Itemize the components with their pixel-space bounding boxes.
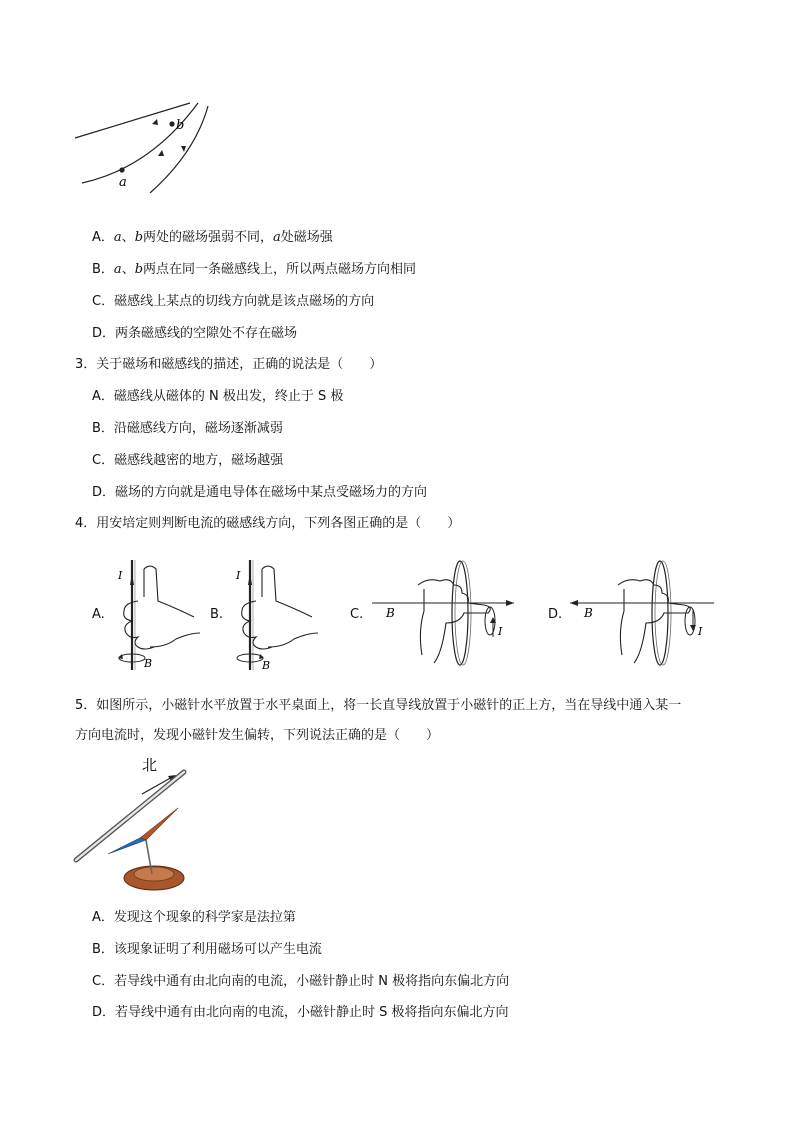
q3-option-d[interactable]: D．磁场的方向就是通电导体在磁场中某点受磁场力的方向 <box>92 485 428 500</box>
q3-stem: 3．关于磁场和磁感线的描述，正确的说法是（ ） <box>75 357 383 372</box>
q5-option-d[interactable]: D．若导线中通有由北向南的电流，小磁针静止时 S 极将指向东偏北方向 <box>92 1005 509 1020</box>
q2-option-d[interactable]: D．两条磁感线的空隙处不存在磁场 <box>92 326 298 341</box>
field-label: B <box>386 606 395 620</box>
q5-stem-line1: 5．如图所示，小磁针水平放置于水平桌面上，将一长直导线放置于小磁针的正上方，当在导线中通入某一 <box>75 698 682 713</box>
field-label: B <box>144 657 153 670</box>
q4-choice-c-figure[interactable] <box>368 555 518 670</box>
q4-choice-b-letter[interactable]: B. <box>210 607 224 622</box>
point-a-label: a <box>119 175 127 190</box>
compass-wire-figure <box>70 752 200 902</box>
point-b-label: b <box>176 118 185 133</box>
q2-option-b[interactable]: B．a、b两点在同一条磁感线上，所以两点磁场方向相同 <box>92 262 417 277</box>
q5-option-a[interactable]: A．发现这个现象的科学家是法拉第 <box>92 910 296 925</box>
q4-stem: 4．用安培定则判断电流的磁感线方向，下列各图正确的是（ ） <box>75 516 461 531</box>
q4-choice-a-letter[interactable]: A. <box>92 607 105 622</box>
q3-option-a[interactable]: A．磁感线从磁体的 N 极出发，终止于 S 极 <box>92 389 344 404</box>
q2-option-c[interactable]: C．磁感线上某点的切线方向就是该点磁场的方向 <box>92 294 375 309</box>
q4-choice-d-figure[interactable] <box>566 555 726 670</box>
q2-option-a[interactable]: A．a、b两处的磁场强弱不同，a处磁场强 <box>92 230 333 245</box>
field-lines-figure <box>70 98 220 193</box>
q3-option-b[interactable]: B．沿磁感线方向，磁场逐渐减弱 <box>92 421 283 436</box>
current-label: I <box>498 625 503 638</box>
q4-choice-d-letter[interactable]: D. <box>548 607 563 622</box>
q3-option-c[interactable]: C．磁感线越密的地方，磁场越强 <box>92 453 284 468</box>
field-label: B <box>584 606 593 620</box>
north-label: 北 <box>142 756 158 774</box>
q5-option-c[interactable]: C．若导线中通有由北向南的电流，小磁针静止时 N 极将指向东偏北方向 <box>92 974 510 989</box>
field-label: B <box>262 659 271 672</box>
q4-choice-b-figure[interactable] <box>226 555 326 675</box>
q5-stem-line2: 方向电流时，发现小磁针发生偏转，下列说法正确的是（ ） <box>75 728 440 743</box>
current-label: I <box>236 569 241 582</box>
q5-option-b[interactable]: B．该现象证明了利用磁场可以产生电流 <box>92 942 322 957</box>
current-label: I <box>698 625 703 638</box>
current-label: I <box>118 569 123 582</box>
q4-choice-a-figure[interactable] <box>108 555 208 675</box>
q4-choice-c-letter[interactable]: C. <box>350 607 364 622</box>
